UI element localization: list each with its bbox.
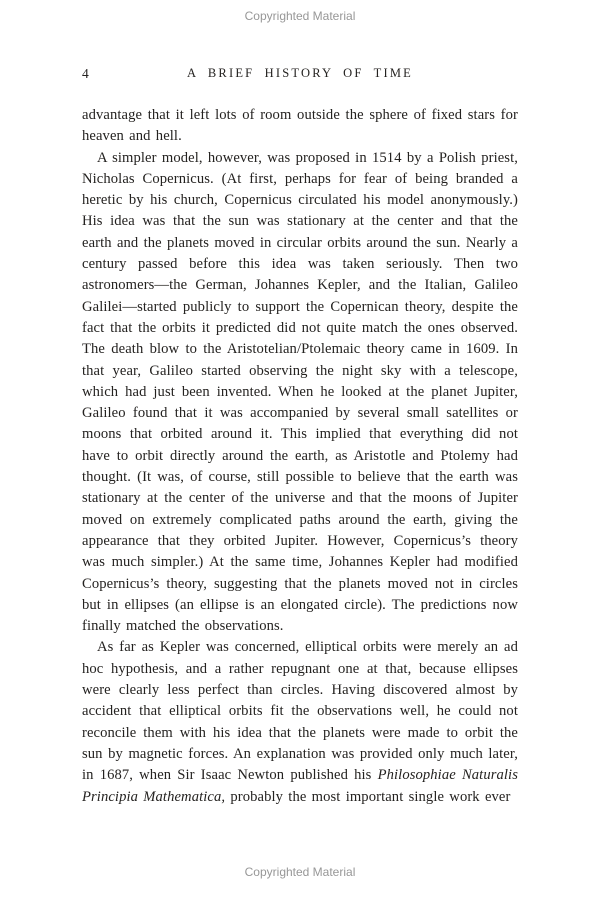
paragraph-text: As far as Kepler was concerned, elliptical orbits were merely an ad hoc hypothesis, and a rather repugnant one at that, because ellipses were clearly less perfect than circles. Having discovered almost by accident that elliptical orbits fit the observations well, he could not reconcile them with his idea that the planets were made to orbit the sun by magnetic forces. An explanation was provided only much later, in 1687, when Sir Isaac Newton published his [82, 639, 518, 784]
book-title-italic: Philosophiae Naturalis Principia Mathematica, [82, 767, 518, 805]
page-number: 4 [82, 66, 89, 81]
body-text [82, 105, 518, 808]
paragraph [82, 148, 518, 638]
paragraph-text: A simpler model, however, was proposed in 1514 by a Polish priest, Nicholas Copernicus. (At first, perhaps for fear of being branded a heretic by his church, Copernicus circulated his model anonymously.) His idea was that the sun was stationary at the center and that the earth and the planets moved in circular orbits around the sun. Nearly a century passed before this idea was taken seriously. Then two astronomers—the German, Johannes Kepler, and the Italian, Galileo Galilei—started publicly to support the Copernican theory, despite the fact that the orbits it predicted did not quite match the ones observed. The death blow to the Aristotelian/Ptolemaic theory came in 1609. In that year, Galileo started observing the night sky with a telescope, which had just been invented. When he looked at the planet Jupiter, Galileo found that it was accompanied by several small satellites or moons that orbited around it. This implied that everything did not have to orbit directly around the earth, as Aristotle and Ptolemy had thought. (It was, of course, still possible to believe that the earth was stationary at the center of the universe and that the moons of Jupiter moved on extremely complicated paths around the earth, giving the appearance that they orbited Jupiter. However, Copernicus’s theory was much simpler.) At the same time, Johannes Kepler had modified Copernicus’s theory, suggesting that the planets moved not in circles but in ellipses (an ellipse is an elongated circle). The predictions now finally matched the observations. [82, 149, 518, 635]
running-title: A BRIEF HISTORY OF TIME [187, 66, 413, 80]
paragraph-text: advantage that it left lots of room outside the sphere of fixed stars for heaven and hell. [82, 107, 518, 145]
copyright-notice-bottom: Copyrighted Material [244, 865, 356, 879]
running-header [82, 66, 518, 84]
paragraph [82, 105, 518, 148]
copyright-notice-top: Copyrighted Material [244, 9, 356, 23]
paragraph [82, 637, 518, 807]
paragraph-text: probably the most important single work ever [225, 788, 511, 805]
